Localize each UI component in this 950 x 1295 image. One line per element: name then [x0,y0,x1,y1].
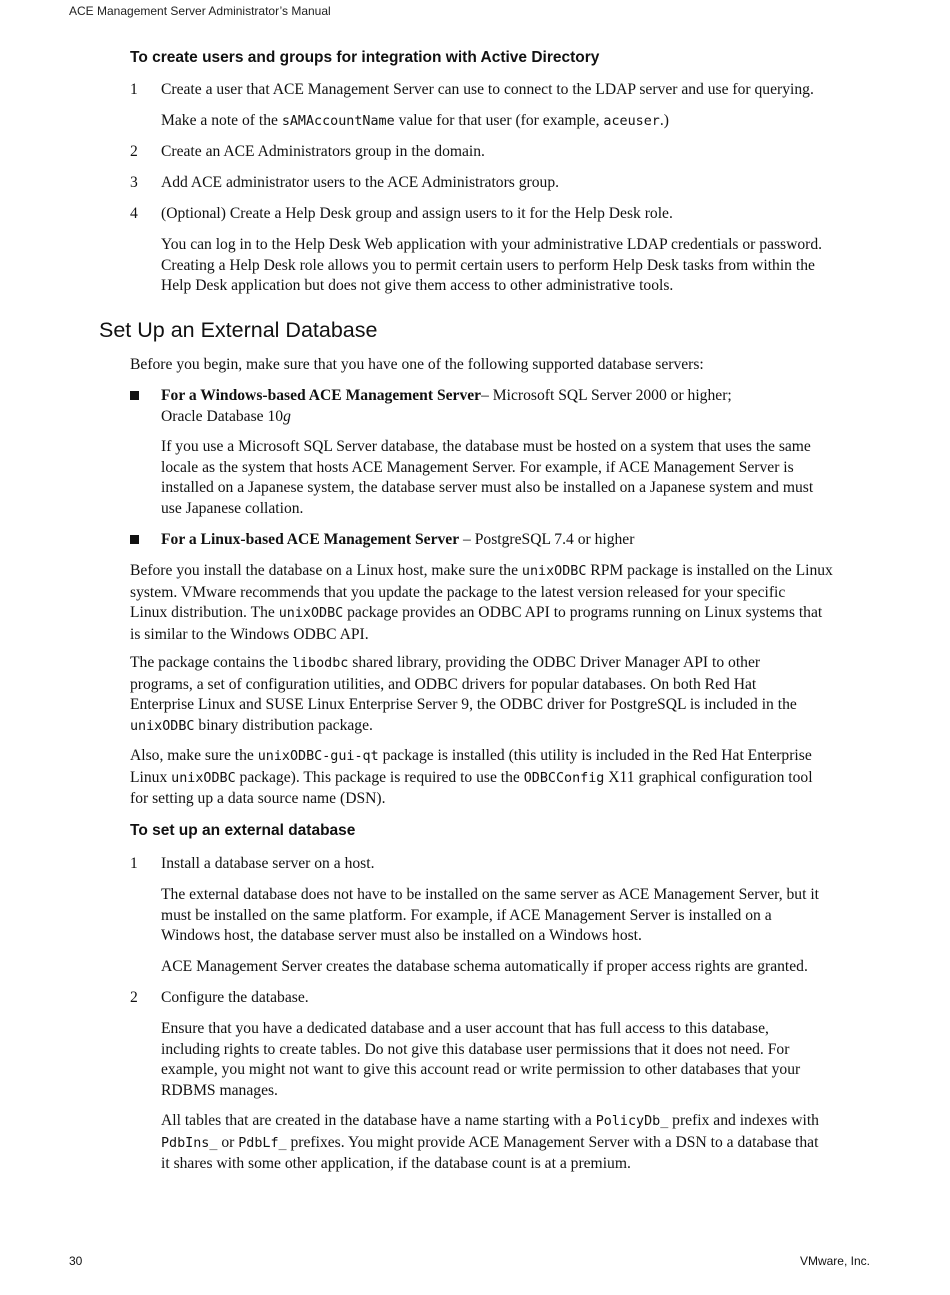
step-number: 3 [130,174,138,191]
section-heading: Set Up an External Database [99,318,378,342]
section-intro: Before you begin, make sure that you have one of the following supported database servers: [130,356,704,373]
bullet-item-windows: For a Windows-based ACE Management Server– Microsoft SQL Server 2000 or higher; Oracle Database 10g [161,387,732,425]
step-number: 1 [130,81,138,98]
step-paragraph: ACE Management Server creates the database schema automatically if proper access rights are granted. [161,958,808,975]
paragraph-libodbc: The package contains the libodbc shared library, providing the ODBC Driver Manager API to other programs, a set of configuration utilities, and ODBC drivers for popular databases. On both Red Hat Enterprise Linux and SUSE Linux Enterprise Server 9, the ODBC driver for PostgreSQL is included in the unixODBC binary distribution package. [130,654,797,735]
bullet-item-linux: For a Linux-based ACE Management Server – PostgreSQL 7.4 or higher [161,531,635,548]
bullet-marker [130,535,139,544]
step-paragraph: The external database does not have to be installed on the same server as ACE Management Server, but it must be installed on the same platform. For example, if ACE Management Server is installed on a Windows host, the database server must also be installed on a Windows host. [161,886,819,945]
bullet-paragraph: If you use a Microsoft SQL Server database, the database must be hosted on a system that uses the same locale as the system that hosts ACE Management Server. For example, if ACE Management Server is installed on a Japanese system, the database server must also be installed on a Japanese system and must use Japanese collation. [161,438,814,518]
running-header: ACE Management Server Administrator’s Manual [69,4,331,18]
procedure-title-ad: To create users and groups for integration with Active Directory [130,49,600,66]
step-number: 1 [130,855,138,872]
paragraph-gui-qt: Also, make sure the unixODBC-gui-qt package is installed (this utility is included in the Red Hat Enterprise Linux unixODBC package). This package is required to use the ODBCConfig X11 graphical configuration tool for setting up a data source name (DSN). [130,747,813,808]
step-paragraph: All tables that are created in the database have a name starting with a PolicyDb_ prefix and indexes with PdbIns_ or PdbLf_ prefixes. You might provide ACE Management Server with a DSN to a database that it shares with some other application, if the database count is at a premium. [161,1112,819,1173]
procedure-title-db: To set up an external database [130,822,356,839]
bullet-marker [130,391,139,400]
step-paragraph: You can log in to the Help Desk Web application with your administrative LDAP credentials or password. Creating a Help Desk role allows you to permit certain users to perform Help Desk tasks from within the Help Desk application but does not give them access to other administrative tools. [161,236,823,295]
step-number: 2 [130,143,138,160]
paragraph-unixodbc: Before you install the database on a Linux host, make sure the unixODBC RPM package is installed on the Linux system. VMware recommends that you update the package to the latest version released for your specific Linux distribution. The unixODBC package provides an ODBC API to programs running on Linux systems that is similar to the Windows ODBC API. [130,562,833,644]
step-text: Create a user that ACE Management Server can use to connect to the LDAP server and use for querying. [161,81,814,98]
step-text: Add ACE administrator users to the ACE Administrators group. [161,174,560,191]
step-paragraph: Ensure that you have a dedicated database and a user account that has full access to this database, including rights to create tables. Do not give this database user permissions that it does not need. For example, you might not want to give this account read or write permission to other databases that your RDBMS manages. [161,1020,801,1100]
step-text: (Optional) Create a Help Desk group and assign users to it for the Help Desk role. [161,205,673,222]
step-number: 2 [130,989,138,1006]
step-text: Install a database server on a host. [161,855,375,872]
page-number: 30 [69,1254,83,1268]
step-text: Create an ACE Administrators group in the domain. [161,143,485,160]
step-note: Make a note of the sAMAccountName value for that user (for example, aceuser.) [161,112,669,129]
footer-company: VMware, Inc. [799,1254,870,1268]
step-number: 4 [130,205,138,222]
step-text: Configure the database. [161,989,309,1006]
